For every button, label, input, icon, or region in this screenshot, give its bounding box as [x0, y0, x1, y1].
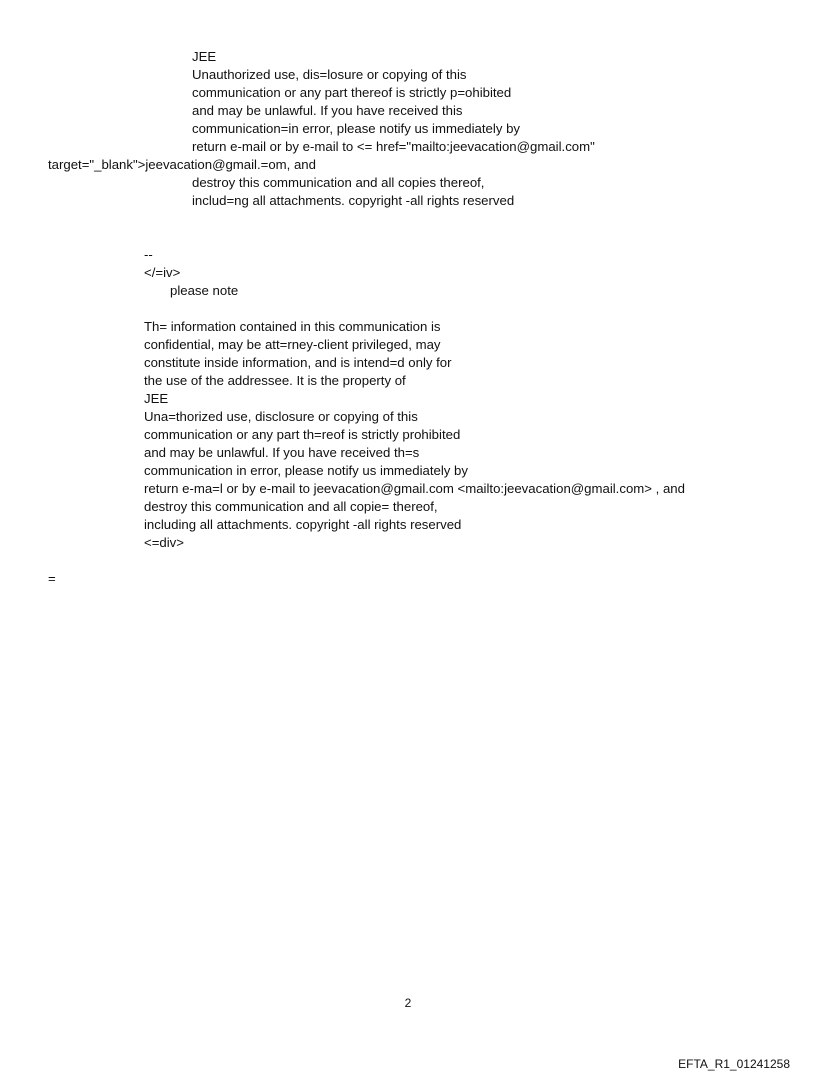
text-line: includ=ng all attachments. copyright -all rights reserved: [192, 193, 515, 208]
text-line: communication or any part th=reof is strictly prohibited: [144, 427, 461, 442]
text-line: target="_blank">jeevacation@gmail.=om, and: [48, 157, 316, 172]
text-line: destroy this communication and all copie= thereof,: [144, 499, 438, 514]
text-line: communication or any part thereof is strictly p=ohibited: [192, 85, 512, 100]
text-line: and may be unlawful. If you have received this: [192, 103, 463, 118]
text-line: constitute inside information, and is intend=d only for: [144, 355, 452, 370]
text-line: JEE: [144, 391, 169, 406]
text-line: communication in error, please notify us immediately by: [144, 463, 468, 478]
text-line: JEE: [192, 49, 217, 64]
text-line: destroy this communication and all copies thereof,: [192, 175, 485, 190]
text-line: confidential, may be att=rney-client privileged, may: [144, 337, 441, 352]
text-line: Unauthorized use, dis=losure or copying of this: [192, 67, 467, 82]
text-line: return e-mail or by e-mail to <= href="mailto:jeevacation@gmail.com": [192, 139, 595, 154]
page-number: 2: [404, 996, 412, 1010]
text-line: <=div>: [144, 535, 184, 550]
text-line: including all attachments. copyright -all rights reserved: [144, 517, 462, 532]
html-tag-text: </=iv>: [144, 265, 181, 280]
text-line: return e-ma=l or by e-mail to jeevacation@gmail.com <mailto:jeevacation@gmail.com> , and: [144, 481, 685, 496]
equals-sign: =: [48, 571, 56, 586]
text-line: Th= information contained in this communication is: [144, 319, 441, 334]
signature-separator: --: [144, 247, 153, 262]
text-line: communication=in error, please notify us immediately by: [192, 121, 521, 136]
bates-number: EFTA_R1_01241258: [678, 1057, 790, 1071]
text-line: the use of the addressee. It is the property of: [144, 373, 406, 388]
text-line: and may be unlawful. If you have received th=s: [144, 445, 420, 460]
please-note-heading: please note: [170, 283, 239, 298]
text-line: Una=thorized use, disclosure or copying of this: [144, 409, 418, 424]
